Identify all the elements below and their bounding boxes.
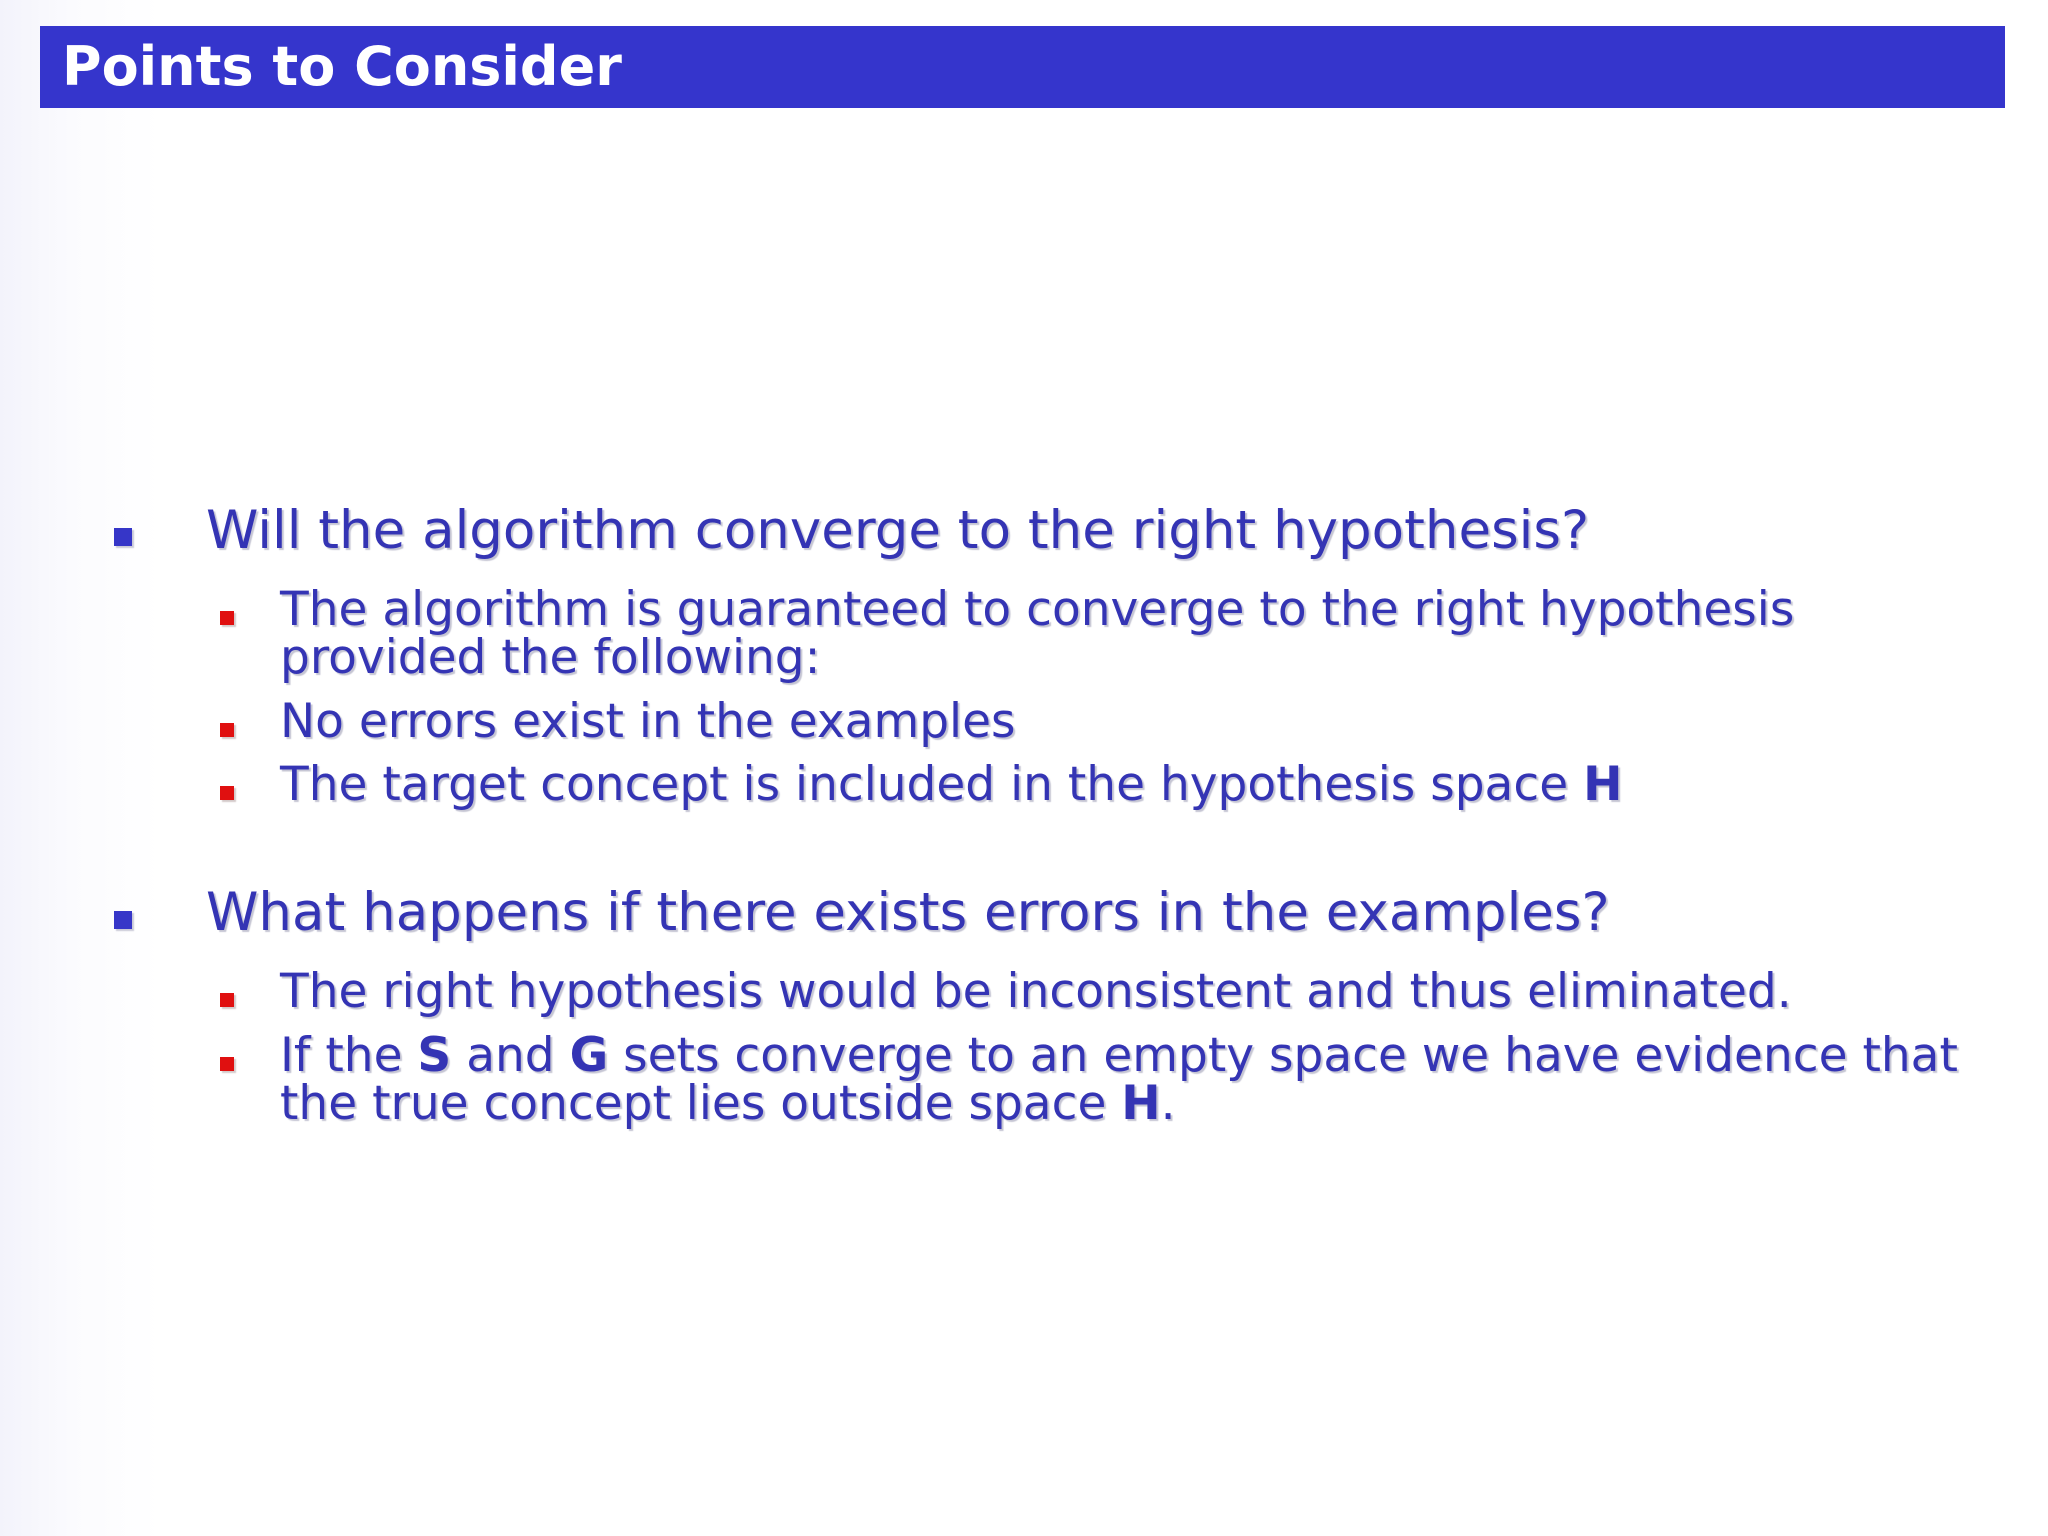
bullet-1-sub-3 xyxy=(280,757,1623,812)
bullet-2-sub-2-line-1 xyxy=(280,1028,1958,1083)
text-segment: and xyxy=(451,1028,570,1083)
hypothesis-space-symbol: H xyxy=(1121,1076,1161,1131)
level2-bullet-square-icon xyxy=(220,786,234,800)
bullet-1-sub-2: No errors exist in the examples xyxy=(280,694,1016,749)
text-segment: the true concept lies outside space xyxy=(280,1076,1122,1131)
bullet-2-sub-2-line-2 xyxy=(280,1076,1176,1131)
title-bar xyxy=(40,26,2005,108)
slide-title: Points to Consider xyxy=(62,35,622,98)
level2-bullet-square-icon xyxy=(220,993,234,1007)
level1-bullet-square-icon xyxy=(114,911,132,929)
level1-bullet-square-icon xyxy=(114,528,132,546)
bullet-1-sub-1-line-1: The algorithm is guaranteed to converge to the right hypothesis xyxy=(280,582,1795,637)
hypothesis-space-symbol: H xyxy=(1583,757,1623,812)
s-set-symbol: S xyxy=(417,1028,452,1083)
level2-bullet-square-icon xyxy=(220,723,234,737)
text-segment: sets converge to an empty space we have evidence that xyxy=(608,1028,1958,1083)
level2-bullet-square-icon xyxy=(220,1057,234,1071)
bullet-2-text: What happens if there exists errors in the examples? xyxy=(206,882,1610,943)
bullet-1-sub-1-line-2: provided the following: xyxy=(280,630,821,685)
text-segment: . xyxy=(1160,1076,1176,1131)
level2-bullet-square-icon xyxy=(220,611,234,625)
bullet-1-sub-3-text: The target concept is included in the hypothesis space xyxy=(280,757,1584,812)
bullet-1-text: Will the algorithm converge to the right hypothesis? xyxy=(206,500,1590,561)
text-segment: If the xyxy=(280,1028,418,1083)
bullet-2-sub-1: The right hypothesis would be inconsistent and thus eliminated. xyxy=(280,964,1792,1019)
g-set-symbol: G xyxy=(569,1028,609,1083)
